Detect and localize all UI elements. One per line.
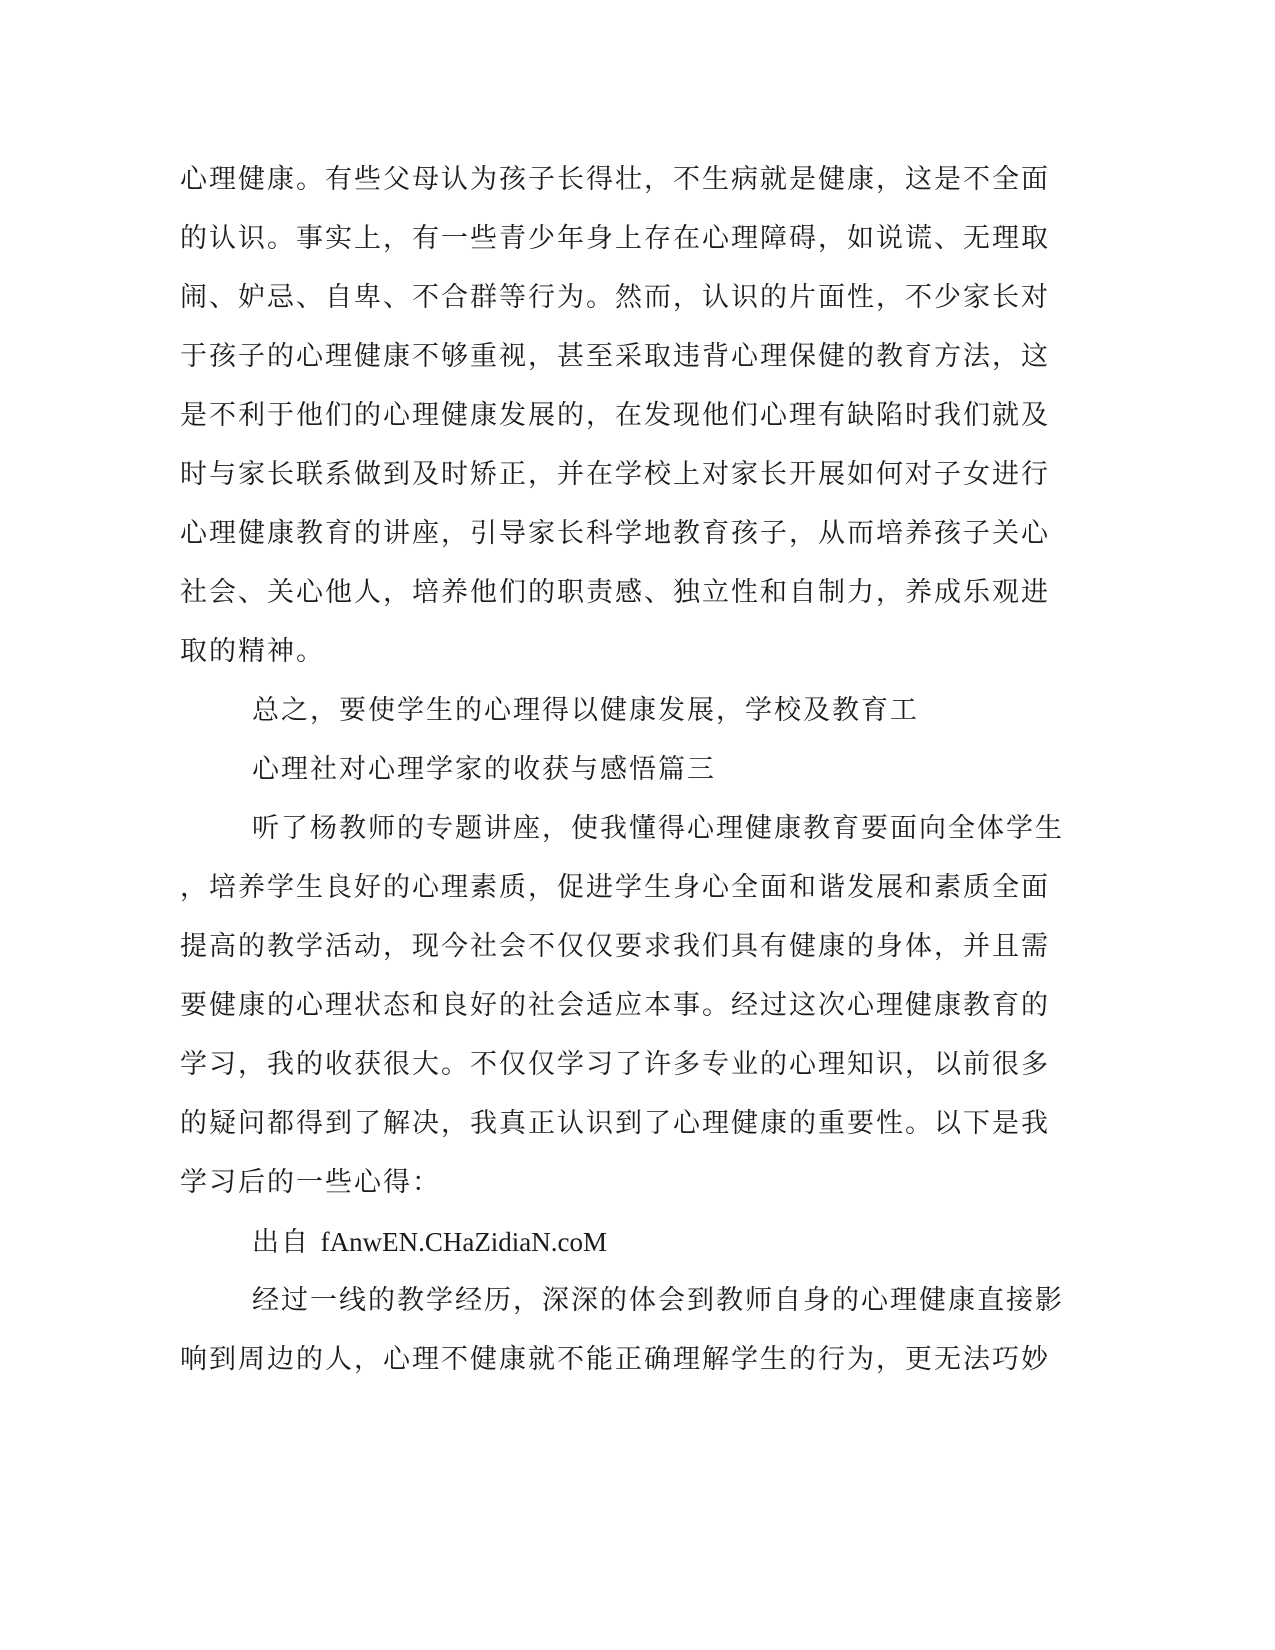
paragraph-line: 时与家长联系做到及时矫正，并在学校上对家长开展如何对子女进行	[180, 459, 1050, 490]
paragraph-line: 闹、妒忌、自卑、不合群等行为。然而，认识的片面性，不少家长对	[180, 282, 1050, 313]
paragraph-line: 经过一线的教学经历，深深的体会到教师自身的心理健康直接影	[252, 1285, 1064, 1316]
paragraph-line: 的认识。事实上，有一些青少年身上存在心理障碍，如说谎、无理取	[180, 223, 1050, 254]
paragraph-line: 是不利于他们的心理健康发展的，在发现他们心理有缺陷时我们就及	[180, 400, 1050, 431]
source-line	[0, 1222, 1275, 1262]
paragraph-line: 的疑问都得到了解决，我真正认识到了心理健康的重要性。以下是我	[180, 1108, 1050, 1139]
section-heading: 心理社对心理学家的收获与感悟篇三	[252, 754, 716, 785]
paragraph-line: 学习后的一些心得：	[180, 1167, 441, 1198]
paragraph-line: 要健康的心理状态和良好的社会适应本事。经过这次心理健康教育的	[180, 990, 1050, 1021]
source-url: fAnwEN.CHaZidiaN.coM	[320, 1227, 608, 1257]
source-prefix: 出自	[252, 1227, 321, 1258]
paragraph-line: ，培养学生良好的心理素质，促进学生身心全面和谐发展和素质全面	[180, 872, 1050, 903]
paragraph-line: 总之，要使学生的心理得以健康发展，学校及教育工	[252, 695, 919, 726]
paragraph-line: 于孩子的心理健康不够重视，甚至采取违背心理保健的教育方法，这	[180, 341, 1050, 372]
paragraph-line: 学习，我的收获很大。不仅仅学习了许多专业的心理知识，以前很多	[180, 1049, 1050, 1080]
paragraph-line: 响到周边的人，心理不健康就不能正确理解学生的行为，更无法巧妙	[180, 1344, 1050, 1375]
paragraph-line: 提高的教学活动，现今社会不仅仅要求我们具有健康的身体，并且需	[180, 931, 1050, 962]
paragraph-line: 心理健康教育的讲座，引导家长科学地教育孩子，从而培养孩子关心	[180, 518, 1050, 549]
paragraph-line: 心理健康。有些父母认为孩子长得壮，不生病就是健康，这是不全面	[180, 164, 1050, 195]
paragraph-line: 社会、关心他人，培养他们的职责感、独立性和自制力，养成乐观进	[180, 577, 1050, 608]
paragraph-line: 听了杨教师的专题讲座，使我懂得心理健康教育要面向全体学生	[252, 813, 1064, 844]
paragraph-line: 取的精神。	[180, 636, 325, 667]
